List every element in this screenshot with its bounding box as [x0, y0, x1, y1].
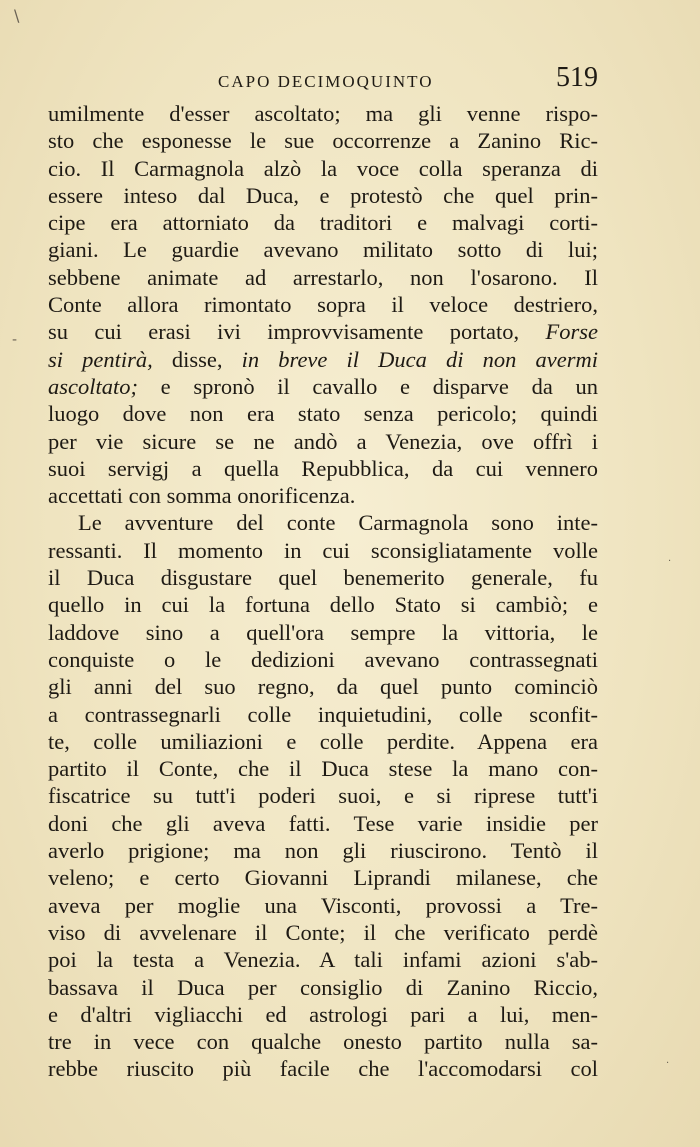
text-line: viso di avvelenare il Conte; il che verificato perdè — [48, 919, 598, 945]
scan-mark: \ — [14, 6, 20, 25]
text-line: gli anni del suo regno, da quel punto cominciò — [48, 674, 598, 700]
text-line: aveva per moglie una Visconti, provossi a Tre- — [48, 892, 598, 918]
text-line: umilmente d'esser ascoltato; ma gli venne rispo- — [48, 101, 598, 126]
scan-mark: · — [666, 1058, 670, 1069]
text-line: il Duca disgustare quel benemerito generale, fu — [48, 565, 598, 591]
text-line: bassava il Duca per consiglio di Zanino Riccio, — [48, 974, 598, 1000]
text-line: essere inteso dal Duca, e protestò che quel prin- — [48, 182, 598, 208]
text-run: e spronò il cavallo e disparve da un — [138, 373, 598, 399]
italic-run: in breve il Duca di non avermi — [241, 346, 598, 372]
text-line: poi la testa a Venezia. A tali infami azioni s'ab- — [48, 947, 598, 973]
italic-run: si pentirà, — [48, 346, 153, 372]
text-line — [48, 318, 598, 345]
text-line: Le avventure del conte Carmagnola sono inte- — [78, 510, 598, 536]
text-line: luogo dove non era stato senza pericolo; quindi — [48, 401, 598, 427]
text-line: laddove sino a quell'ora sempre la vittoria, le — [48, 619, 598, 645]
text-line — [48, 346, 598, 373]
body-text — [48, 100, 598, 1083]
text-line: conquiste o le dedizioni avevano contrassegnati — [48, 646, 598, 672]
italic-run: ascoltato; — [48, 373, 138, 399]
italic-run: Forse — [545, 319, 598, 345]
scan-mark: - — [12, 332, 18, 348]
text-line: doni che gli aveva fatti. Tese varie insidie per — [48, 810, 598, 836]
text-line: cipe era attorniato da traditori e malvagi corti- — [48, 210, 598, 236]
running-title: CAPO DECIMOQUINTO — [218, 72, 434, 91]
text-line: veleno; e certo Giovanni Liprandi milanese, che — [48, 865, 598, 891]
text-line: giani. Le guardie avevano militato sotto di lui; — [48, 237, 598, 263]
text-line: rebbe riuscito più facile che l'accomodarsi col — [48, 1056, 598, 1082]
text-line: te, colle umiliazioni e colle perdite. Appena era — [48, 728, 598, 754]
text-line: sto che esponesse le sue occorrenze a Zanino Ric- — [48, 128, 598, 154]
text-line: Conte allora rimontato sopra il veloce destriero, — [48, 292, 598, 318]
text-line: e d'altri vigliacchi ed astrologi pari a lui, men- — [48, 1001, 598, 1027]
text-run: su cui erasi ivi improvvisamente portato, — [48, 319, 546, 345]
text-line — [48, 373, 598, 400]
text-line: a contrassegnarli colle inquietudini, colle sconfit- — [48, 701, 598, 727]
text-line: accettati con somma onorificenza. — [48, 483, 356, 509]
text-line: quello in cui la fortuna dello Stato si cambiò; e — [48, 592, 598, 618]
text-line: suoi servigj a quella Repubblica, da cui vennero — [48, 455, 598, 481]
text-line: cio. Il Carmagnola alzò la voce colla speranza di — [48, 155, 598, 181]
text-line: sebbene animate ad arrestarlo, non l'osarono. Il — [48, 264, 598, 290]
text-line: tre in vece con qualche onesto partito nulla sa- — [48, 1029, 598, 1055]
text-line: partito il Conte, che il Duca stese la mano con- — [48, 756, 598, 782]
text-line: ressanti. Il momento in cui sconsigliatamente volle — [48, 537, 598, 563]
page-number: 519 — [556, 62, 598, 93]
text-run: disse, — [152, 346, 242, 372]
text-line: per vie sicure se ne andò a Venezia, ove offrì i — [48, 428, 598, 454]
page-header — [48, 62, 598, 98]
text-line: fiscatrice su tutt'i poderi suoi, e si riprese tutt'i — [48, 783, 598, 809]
scan-mark: · — [668, 556, 672, 567]
text-line: averlo prigione; ma non gli riuscirono. Tentò il — [48, 838, 598, 864]
